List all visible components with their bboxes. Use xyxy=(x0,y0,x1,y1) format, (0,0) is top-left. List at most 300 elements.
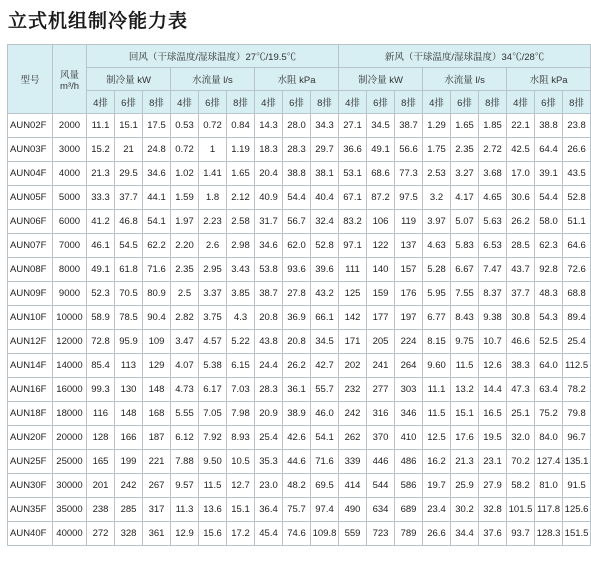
value-cell: 1.97 xyxy=(171,210,199,234)
model-cell: AUN08F xyxy=(8,258,53,282)
header-model: 型号 xyxy=(8,45,53,114)
value-cell: 12.6 xyxy=(479,354,507,378)
value-cell: 316 xyxy=(367,402,395,426)
value-cell: 13.6 xyxy=(199,498,227,522)
value-cell: 36.1 xyxy=(283,378,311,402)
value-cell: 38.9 xyxy=(283,402,311,426)
value-cell: 89.4 xyxy=(563,306,591,330)
value-cell: 544 xyxy=(367,474,395,498)
value-cell: 39.6 xyxy=(311,258,339,282)
value-cell: 7.88 xyxy=(171,450,199,474)
value-cell: 8.15 xyxy=(423,330,451,354)
value-cell: 128.3 xyxy=(535,522,563,546)
value-cell: 43.8 xyxy=(255,330,283,354)
header-row-count: 4排 xyxy=(87,91,115,114)
airflow-cell: 10000 xyxy=(53,306,87,330)
value-cell: 2.72 xyxy=(479,138,507,162)
header-row-count: 6排 xyxy=(451,91,479,114)
value-cell: 97.1 xyxy=(339,234,367,258)
value-cell: 159 xyxy=(367,282,395,306)
value-cell: 328 xyxy=(115,522,143,546)
value-cell: 586 xyxy=(395,474,423,498)
value-cell: 410 xyxy=(395,426,423,450)
value-cell: 0.72 xyxy=(171,138,199,162)
value-cell: 21 xyxy=(115,138,143,162)
value-cell: 2.12 xyxy=(227,186,255,210)
value-cell: 48.3 xyxy=(535,282,563,306)
value-cell: 38.7 xyxy=(395,114,423,138)
value-cell: 64.6 xyxy=(563,234,591,258)
value-cell: 54.4 xyxy=(283,186,311,210)
airflow-cell: 9000 xyxy=(53,282,87,306)
value-cell: 80.9 xyxy=(143,282,171,306)
value-cell: 151.5 xyxy=(563,522,591,546)
value-cell: 15.1 xyxy=(115,114,143,138)
value-cell: 38.3 xyxy=(507,354,535,378)
value-cell: 81.0 xyxy=(535,474,563,498)
capacity-table xyxy=(7,44,591,546)
value-cell: 68.8 xyxy=(563,282,591,306)
value-cell: 18.3 xyxy=(255,138,283,162)
airflow-cell: 40000 xyxy=(53,522,87,546)
value-cell: 55.7 xyxy=(311,378,339,402)
value-cell: 28.3 xyxy=(255,378,283,402)
value-cell: 35.3 xyxy=(255,450,283,474)
value-cell: 28.3 xyxy=(283,138,311,162)
value-cell: 16.2 xyxy=(423,450,451,474)
header-row-count: 4排 xyxy=(423,91,451,114)
value-cell: 199 xyxy=(115,450,143,474)
value-cell: 0.72 xyxy=(199,114,227,138)
value-cell: 723 xyxy=(367,522,395,546)
value-cell: 6.77 xyxy=(423,306,451,330)
value-cell: 135.1 xyxy=(563,450,591,474)
value-cell: 317 xyxy=(143,498,171,522)
airflow-cell: 5000 xyxy=(53,186,87,210)
model-cell: AUN02F xyxy=(8,114,53,138)
value-cell: 109 xyxy=(143,330,171,354)
value-cell: 15.2 xyxy=(87,138,115,162)
value-cell: 125 xyxy=(339,282,367,306)
value-cell: 2.5 xyxy=(171,282,199,306)
value-cell: 47.3 xyxy=(507,378,535,402)
value-cell: 6.53 xyxy=(479,234,507,258)
value-cell: 96.7 xyxy=(563,426,591,450)
value-cell: 1.41 xyxy=(199,162,227,186)
value-cell: 32.4 xyxy=(311,210,339,234)
header-fresh-capacity: 制冷量 kW xyxy=(339,68,423,91)
value-cell: 117.8 xyxy=(535,498,563,522)
header-fresh-water-resistance: 水阻 kPa xyxy=(507,68,591,91)
value-cell: 127.4 xyxy=(535,450,563,474)
value-cell: 205 xyxy=(367,330,395,354)
value-cell: 242 xyxy=(339,402,367,426)
value-cell: 46.8 xyxy=(115,210,143,234)
value-cell: 15.1 xyxy=(227,498,255,522)
model-cell: AUN40F xyxy=(8,522,53,546)
value-cell: 5.55 xyxy=(171,402,199,426)
value-cell: 201 xyxy=(87,474,115,498)
value-cell: 8.43 xyxy=(451,306,479,330)
value-cell: 87.2 xyxy=(367,186,395,210)
airflow-cell: 6000 xyxy=(53,210,87,234)
value-cell: 52.8 xyxy=(563,186,591,210)
value-cell: 25.4 xyxy=(563,330,591,354)
value-cell: 1.8 xyxy=(199,186,227,210)
value-cell: 689 xyxy=(395,498,423,522)
value-cell: 113 xyxy=(115,354,143,378)
value-cell: 70.5 xyxy=(115,282,143,306)
value-cell: 26.6 xyxy=(563,138,591,162)
value-cell: 38.7 xyxy=(255,282,283,306)
header-row-count: 4排 xyxy=(339,91,367,114)
value-cell: 17.5 xyxy=(143,114,171,138)
value-cell: 69.5 xyxy=(311,474,339,498)
header-airflow xyxy=(53,45,87,114)
value-cell: 789 xyxy=(395,522,423,546)
table-row xyxy=(8,282,591,306)
value-cell: 99.3 xyxy=(87,378,115,402)
value-cell: 3.85 xyxy=(227,282,255,306)
value-cell: 1.65 xyxy=(227,162,255,186)
model-cell: AUN07F xyxy=(8,234,53,258)
airflow-cell: 12000 xyxy=(53,330,87,354)
value-cell: 2.35 xyxy=(451,138,479,162)
table-row xyxy=(8,354,591,378)
value-cell: 1.19 xyxy=(227,138,255,162)
value-cell: 37.7 xyxy=(507,282,535,306)
model-cell: AUN35F xyxy=(8,498,53,522)
value-cell: 25.9 xyxy=(451,474,479,498)
value-cell: 34.6 xyxy=(255,234,283,258)
value-cell: 137 xyxy=(395,234,423,258)
value-cell: 361 xyxy=(143,522,171,546)
value-cell: 4.73 xyxy=(171,378,199,402)
value-cell: 58.9 xyxy=(87,306,115,330)
value-cell: 4.07 xyxy=(171,354,199,378)
value-cell: 12.7 xyxy=(227,474,255,498)
value-cell: 7.47 xyxy=(479,258,507,282)
value-cell: 27.9 xyxy=(479,474,507,498)
value-cell: 20.9 xyxy=(255,402,283,426)
header-row-count: 8排 xyxy=(395,91,423,114)
value-cell: 6.12 xyxy=(171,426,199,450)
value-cell: 51.1 xyxy=(563,210,591,234)
header-airflow-label: 风量 xyxy=(59,69,79,81)
value-cell: 28.0 xyxy=(283,114,311,138)
value-cell: 176 xyxy=(395,282,423,306)
value-cell: 101.5 xyxy=(507,498,535,522)
table-row xyxy=(8,426,591,450)
value-cell: 62.3 xyxy=(535,234,563,258)
value-cell: 42.5 xyxy=(507,138,535,162)
value-cell: 241 xyxy=(367,354,395,378)
value-cell: 2.23 xyxy=(199,210,227,234)
value-cell: 242 xyxy=(115,474,143,498)
value-cell: 5.63 xyxy=(479,210,507,234)
value-cell: 20.4 xyxy=(255,162,283,186)
value-cell: 34.6 xyxy=(143,162,171,186)
value-cell: 142 xyxy=(339,306,367,330)
value-cell: 27.8 xyxy=(283,282,311,306)
value-cell: 166 xyxy=(115,426,143,450)
model-cell: AUN12F xyxy=(8,330,53,354)
airflow-cell: 8000 xyxy=(53,258,87,282)
value-cell: 262 xyxy=(339,426,367,450)
value-cell: 3.2 xyxy=(423,186,451,210)
model-cell: AUN06F xyxy=(8,210,53,234)
value-cell: 43.7 xyxy=(507,258,535,282)
value-cell: 21.3 xyxy=(87,162,115,186)
airflow-cell: 14000 xyxy=(53,354,87,378)
value-cell: 8.37 xyxy=(479,282,507,306)
value-cell: 45.4 xyxy=(255,522,283,546)
value-cell: 3.75 xyxy=(199,306,227,330)
value-cell: 29.5 xyxy=(115,162,143,186)
value-cell: 29.7 xyxy=(311,138,339,162)
value-cell: 490 xyxy=(339,498,367,522)
value-cell: 148 xyxy=(115,402,143,426)
table-row xyxy=(8,138,591,162)
value-cell: 559 xyxy=(339,522,367,546)
value-cell: 446 xyxy=(367,450,395,474)
value-cell: 339 xyxy=(339,450,367,474)
value-cell: 109.8 xyxy=(311,522,339,546)
header-fresh-air: 新风（干球温度/湿球温度）34℃/28℃ xyxy=(339,45,591,68)
value-cell: 634 xyxy=(367,498,395,522)
value-cell: 177 xyxy=(367,306,395,330)
value-cell: 49.1 xyxy=(87,258,115,282)
value-cell: 10.7 xyxy=(479,330,507,354)
value-cell: 4.63 xyxy=(423,234,451,258)
value-cell: 93.7 xyxy=(507,522,535,546)
header-row-count: 8排 xyxy=(227,91,255,114)
value-cell: 78.5 xyxy=(115,306,143,330)
value-cell: 19.7 xyxy=(423,474,451,498)
value-cell: 42.6 xyxy=(283,426,311,450)
value-cell: 11.1 xyxy=(87,114,115,138)
airflow-cell: 30000 xyxy=(53,474,87,498)
value-cell: 33.3 xyxy=(87,186,115,210)
value-cell: 42.7 xyxy=(311,354,339,378)
value-cell: 2.6 xyxy=(199,234,227,258)
value-cell: 140 xyxy=(367,258,395,282)
model-cell: AUN14F xyxy=(8,354,53,378)
value-cell: 238 xyxy=(87,498,115,522)
value-cell: 116 xyxy=(87,402,115,426)
airflow-cell: 16000 xyxy=(53,378,87,402)
value-cell: 83.2 xyxy=(339,210,367,234)
value-cell: 38.1 xyxy=(311,162,339,186)
value-cell: 119 xyxy=(395,210,423,234)
value-cell: 1.65 xyxy=(451,114,479,138)
model-cell: AUN25F xyxy=(8,450,53,474)
model-cell: AUN04F xyxy=(8,162,53,186)
value-cell: 46.0 xyxy=(311,402,339,426)
value-cell: 21.3 xyxy=(451,450,479,474)
value-cell: 2.35 xyxy=(171,258,199,282)
header-row-count: 4排 xyxy=(255,91,283,114)
value-cell: 34.5 xyxy=(311,330,339,354)
value-cell: 5.38 xyxy=(199,354,227,378)
value-cell: 17.0 xyxy=(507,162,535,186)
value-cell: 66.1 xyxy=(311,306,339,330)
value-cell: 53.8 xyxy=(255,258,283,282)
value-cell: 58.2 xyxy=(507,474,535,498)
value-cell: 9.38 xyxy=(479,306,507,330)
value-cell: 61.8 xyxy=(115,258,143,282)
row-count-header-row xyxy=(8,91,591,114)
value-cell: 7.98 xyxy=(227,402,255,426)
value-cell: 3.97 xyxy=(423,210,451,234)
value-cell: 14.4 xyxy=(479,378,507,402)
value-cell: 0.53 xyxy=(171,114,199,138)
value-cell: 10.5 xyxy=(227,450,255,474)
table-row xyxy=(8,258,591,282)
value-cell: 7.03 xyxy=(227,378,255,402)
value-cell: 15.1 xyxy=(451,402,479,426)
value-cell: 1.29 xyxy=(423,114,451,138)
value-cell: 111 xyxy=(339,258,367,282)
value-cell: 197 xyxy=(395,306,423,330)
value-cell: 4.57 xyxy=(199,330,227,354)
header-row-count: 8排 xyxy=(563,91,591,114)
table-row xyxy=(8,330,591,354)
value-cell: 68.6 xyxy=(367,162,395,186)
value-cell: 75.2 xyxy=(535,402,563,426)
airflow-cell: 3000 xyxy=(53,138,87,162)
value-cell: 91.5 xyxy=(563,474,591,498)
value-cell: 27.1 xyxy=(339,114,367,138)
value-cell: 54.4 xyxy=(535,186,563,210)
value-cell: 46.6 xyxy=(507,330,535,354)
value-cell: 34.3 xyxy=(311,114,339,138)
airflow-cell: 2000 xyxy=(53,114,87,138)
value-cell: 1.02 xyxy=(171,162,199,186)
value-cell: 58.0 xyxy=(535,210,563,234)
value-cell: 25.1 xyxy=(507,402,535,426)
value-cell: 92.8 xyxy=(535,258,563,282)
table-row xyxy=(8,162,591,186)
value-cell: 2.53 xyxy=(423,162,451,186)
table-row xyxy=(8,186,591,210)
table-row xyxy=(8,210,591,234)
value-cell: 43.5 xyxy=(563,162,591,186)
value-cell: 36.6 xyxy=(339,138,367,162)
value-cell: 54.3 xyxy=(535,306,563,330)
value-cell: 168 xyxy=(143,402,171,426)
value-cell: 125.6 xyxy=(563,498,591,522)
value-cell: 7.05 xyxy=(199,402,227,426)
value-cell: 20.8 xyxy=(255,306,283,330)
value-cell: 23.0 xyxy=(255,474,283,498)
model-cell: AUN03F xyxy=(8,138,53,162)
header-fresh-water-flow: 水流量 l/s xyxy=(423,68,507,91)
value-cell: 15.6 xyxy=(199,522,227,546)
table-row xyxy=(8,498,591,522)
value-cell: 112.5 xyxy=(563,354,591,378)
value-cell: 67.1 xyxy=(339,186,367,210)
header-row-count: 8排 xyxy=(143,91,171,114)
value-cell: 1.59 xyxy=(171,186,199,210)
value-cell: 272 xyxy=(87,522,115,546)
table-row xyxy=(8,114,591,138)
value-cell: 5.22 xyxy=(227,330,255,354)
value-cell: 3.47 xyxy=(171,330,199,354)
value-cell: 232 xyxy=(339,378,367,402)
value-cell: 1.85 xyxy=(479,114,507,138)
value-cell: 2.95 xyxy=(199,258,227,282)
capacity-table-container xyxy=(7,44,589,574)
value-cell: 34.4 xyxy=(451,522,479,546)
value-cell: 9.57 xyxy=(171,474,199,498)
header-return-water-flow: 水流量 l/s xyxy=(171,68,255,91)
value-cell: 187 xyxy=(143,426,171,450)
value-cell: 43.2 xyxy=(311,282,339,306)
value-cell: 285 xyxy=(115,498,143,522)
value-cell: 5.07 xyxy=(451,210,479,234)
value-cell: 11.5 xyxy=(451,354,479,378)
value-cell: 74.6 xyxy=(283,522,311,546)
airflow-cell: 7000 xyxy=(53,234,87,258)
value-cell: 5.28 xyxy=(423,258,451,282)
table-row xyxy=(8,234,591,258)
value-cell: 38.8 xyxy=(535,114,563,138)
value-cell: 486 xyxy=(395,450,423,474)
value-cell: 38.8 xyxy=(283,162,311,186)
header-row-count: 4排 xyxy=(507,91,535,114)
value-cell: 90.4 xyxy=(143,306,171,330)
value-cell: 4.3 xyxy=(227,306,255,330)
value-cell: 11.1 xyxy=(423,378,451,402)
value-cell: 16.5 xyxy=(479,402,507,426)
value-cell: 106 xyxy=(367,210,395,234)
value-cell: 93.6 xyxy=(283,258,311,282)
model-cell: AUN09F xyxy=(8,282,53,306)
value-cell: 24.4 xyxy=(255,354,283,378)
value-cell: 9.60 xyxy=(423,354,451,378)
value-cell: 1.75 xyxy=(423,138,451,162)
value-cell: 26.2 xyxy=(507,210,535,234)
value-cell: 32.0 xyxy=(507,426,535,450)
value-cell: 52.3 xyxy=(87,282,115,306)
value-cell: 97.4 xyxy=(311,498,339,522)
value-cell: 44.6 xyxy=(283,450,311,474)
header-return-air: 回风（干球温度/湿球温度）27℃/19.5℃ xyxy=(87,45,339,68)
value-cell: 122 xyxy=(367,234,395,258)
value-cell: 30.2 xyxy=(451,498,479,522)
header-row-count: 8排 xyxy=(479,91,507,114)
header-row-count: 6排 xyxy=(283,91,311,114)
value-cell: 48.2 xyxy=(283,474,311,498)
value-cell: 64.4 xyxy=(535,138,563,162)
value-cell: 23.4 xyxy=(423,498,451,522)
value-cell: 39.1 xyxy=(535,162,563,186)
table-body xyxy=(8,114,591,546)
value-cell: 77.3 xyxy=(395,162,423,186)
header-row-count: 6排 xyxy=(199,91,227,114)
value-cell: 28.5 xyxy=(507,234,535,258)
value-cell: 202 xyxy=(339,354,367,378)
value-cell: 19.5 xyxy=(479,426,507,450)
page-title: 立式机组制冷能力表 xyxy=(8,10,189,32)
value-cell: 78.2 xyxy=(563,378,591,402)
value-cell: 224 xyxy=(395,330,423,354)
value-cell: 9.50 xyxy=(199,450,227,474)
value-cell: 72.6 xyxy=(563,258,591,282)
value-cell: 267 xyxy=(143,474,171,498)
value-cell: 13.2 xyxy=(451,378,479,402)
